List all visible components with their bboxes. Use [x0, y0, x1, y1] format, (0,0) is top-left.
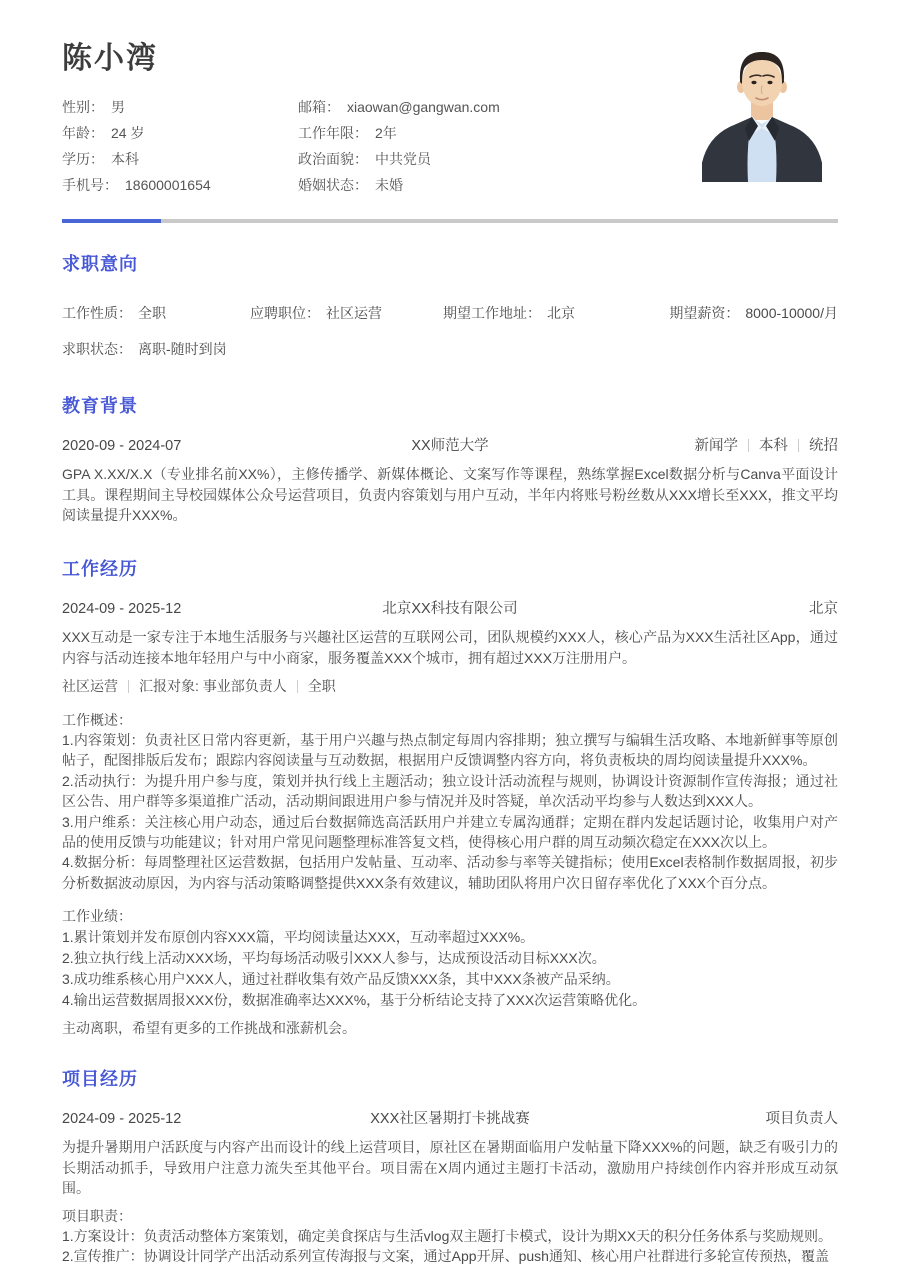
education-description: GPA X.XX/X.X（专业排名前XX%），主修传播学、新媒体概论、文案写作等课程，熟练掌握Excel数据分析与Canva平面设计工具。课程期间主导校园媒体公众号运营项目，负责内容策划与用户互动，半年内将账号粉丝数从XXX增长至XXX，推文平均阅读量提升XXX%。	[62, 466, 838, 523]
info-gender-value: 男	[111, 99, 125, 115]
info-age-value: 24 岁	[111, 125, 145, 141]
section-project-experience	[62, 1067, 838, 1267]
info-phone-label: 手机号：	[62, 177, 118, 193]
project-period: 2024-09 - 2025-12	[62, 1111, 182, 1128]
project-meta-row	[62, 1108, 838, 1130]
report-to: 汇报对象: 事业部负责人	[139, 677, 287, 694]
section-title-job-intent: 求职意向	[62, 254, 138, 274]
work-overview-item: 3.用户维系：关注核心用户动态，通过后台数据筛选高活跃用户并建立专属沟通群；定期在群内发起话题讨论，收集用户对产品的使用反馈与功能建议；针对用户常见问题整理标准答复文档，使得核心用户群的周互动频次稳定在XXX次以上。	[62, 813, 838, 850]
project-background: 为提升暑期用户活跃度与内容产出而设计的线上运营项目，原社区在暑期面临用户发帖量下降XXX%的问题，缺乏有吸引力的长期活动抓手，导致用户注意力流失至其他平台。项目需在X周内通过主题打卡活动，激励用户持续创作内容并形成互动氛围。	[62, 1139, 838, 1197]
profile-photo	[702, 48, 822, 182]
work-overview-block	[62, 710, 838, 894]
personal-info-left-column	[62, 94, 298, 198]
field-job-status-label: 求职状态：	[62, 341, 132, 357]
info-marital	[298, 172, 500, 198]
info-age	[62, 120, 298, 146]
info-years-value: 2年	[375, 125, 397, 141]
section-work-experience	[62, 557, 838, 1039]
section-title-project: 项目经历	[62, 1069, 138, 1090]
personal-info-right-column	[298, 94, 500, 198]
info-political	[298, 146, 500, 172]
section-education	[62, 394, 838, 526]
field-target-city-label: 期望工作地址：	[443, 305, 541, 321]
info-years-label: 工作年限：	[298, 125, 368, 141]
education-major: 新闻学	[694, 438, 738, 454]
work-overview-item: 4.数据分析：每周整理社区运营数据，包括用户发帖量、互动率、活动参与率等关键指标；使用Excel表格制作数据周报，初步分析数据波动原因，为内容与活动策略调整提供XXX条有效建议，辅助团队将用户次日留存率优化了XXX个百分点。	[62, 854, 838, 891]
resume-header	[62, 0, 838, 223]
info-marital-value: 未婚	[375, 177, 403, 193]
company-intro: XXX互动是一家专注于本地生活服务与兴趣社区运营的互联网公司，团队规模约XXX人，核心产品为XXX生活社区App，通过内容与活动连接本地年轻用户与中小商家，服务覆盖XXX个城市，拥有超过XXX万注册用户。	[62, 628, 838, 666]
field-expected-salary	[650, 302, 838, 324]
field-expected-salary-value: 8000-10000/月	[745, 305, 838, 321]
project-name: XXX社区暑期打卡挑战赛	[370, 1111, 530, 1128]
section-title-work: 工作经历	[62, 558, 138, 579]
work-achievement-label: 工作业绩：	[62, 908, 132, 925]
work-overview-label: 工作概述：	[62, 711, 132, 728]
info-degree-value: 本科	[111, 151, 139, 167]
info-marital-label: 婚姻状态：	[298, 177, 368, 193]
field-expected-salary-label: 期望薪资：	[669, 305, 740, 321]
project-duty-block	[62, 1206, 838, 1267]
work-achievement-item: 1.累计策划并发布原创内容XXX篇，平均阅读量达XXX，互动率超过XXX%。	[62, 929, 535, 946]
candidate-name: 陈小湾	[62, 42, 158, 75]
work-achievement-item: 2.独立执行线上活动XXX场，平均每场活动吸引XXX人参与，达成预设活动目标XXX次。	[62, 950, 606, 967]
tag-separator	[128, 680, 129, 693]
info-degree	[62, 146, 298, 172]
info-degree-label: 学历：	[62, 151, 104, 167]
education-tags	[608, 435, 838, 457]
info-gender-label: 性别：	[62, 99, 104, 115]
info-email	[298, 94, 500, 120]
education-enrollment-type: 统招	[809, 438, 838, 454]
work-achievement-block	[62, 906, 838, 1011]
work-period: 2024-09 - 2025-12	[62, 600, 182, 617]
position-title: 社区运营	[62, 677, 118, 694]
section-title-education: 教育背景	[62, 396, 138, 416]
field-job-type-label: 工作性质：	[62, 305, 132, 321]
field-target-position-value: 社区运营	[326, 305, 382, 321]
education-school: XX师范大学	[411, 438, 489, 454]
tag-separator	[748, 439, 749, 452]
work-achievement-item: 3.成功维系核心用户XXX人，通过社群收集有效产品反馈XXX条，其中XXX条被产品采纳。	[62, 971, 620, 988]
field-target-city-value: 北京	[547, 305, 575, 321]
project-duty-item: 1.方案设计：负责活动整体方案策划，确定美食探店与生活vlog双主题打卡模式，设计为期XX天的积分任务体系与奖励规则。	[62, 1228, 833, 1245]
tag-separator	[297, 680, 298, 693]
project-role: 项目负责人	[765, 1111, 838, 1128]
work-company: 北京XX科技有限公司	[382, 600, 518, 617]
job-intent-row-2	[62, 338, 838, 360]
work-overview-item: 1.内容策划：负责社区日常内容更新，基于用户兴趣与热点制定每周内容排期；独立撰写与编辑生活攻略、本地新鲜事等原创帖子，配图排版后发布；跟踪内容阅读量与互动数据，根据用户反馈调整内容方向，将负责板块的周均阅读量提升XXX%。	[62, 731, 838, 769]
info-political-label: 政治面貌：	[298, 151, 368, 167]
info-email-value: xiaowan@gangwan.com	[347, 99, 500, 115]
field-job-status-value: 离职-随时到岗	[138, 341, 227, 357]
education-degree: 本科	[759, 438, 788, 454]
work-achievement-item: 4.输出运营数据周报XXX份，数据准确率达XXX%，基于分析结论支持了XXX次运营策略优化。	[62, 992, 647, 1009]
work-location: 北京	[809, 600, 838, 617]
field-job-type	[62, 302, 250, 324]
leave-reason: 主动离职，希望有更多的工作挑战和涨薪机会。	[62, 1020, 356, 1037]
field-target-position-label: 应聘职位：	[250, 305, 320, 321]
info-email-label: 邮箱：	[298, 99, 340, 115]
info-gender	[62, 94, 298, 120]
project-duty-label: 项目职责：	[62, 1207, 132, 1224]
info-years	[298, 120, 500, 146]
tag-separator	[798, 439, 799, 452]
employment-type: 全职	[307, 677, 336, 694]
education-meta-row	[62, 435, 838, 457]
info-phone	[62, 172, 298, 198]
info-age-label: 年龄：	[62, 125, 104, 141]
info-phone-value: 18600001654	[125, 177, 211, 193]
section-job-intent	[62, 252, 838, 360]
field-job-status	[62, 338, 227, 360]
header-divider	[62, 219, 838, 223]
project-duty-item: 2.宣传推广：协调设计同学产出活动系列宣传海报与文案，通过App开屏、push通知、核心用户社群进行多轮宣传预热，覆盖	[62, 1248, 829, 1265]
field-job-type-value: 全职	[138, 305, 166, 321]
info-political-value: 中共党员	[375, 151, 431, 167]
field-target-city	[443, 302, 650, 324]
field-target-position	[250, 302, 443, 324]
job-intent-row-1	[62, 302, 838, 324]
work-overview-item: 2.活动执行：为提升用户参与度，策划并执行线上主题活动；独立设计活动流程与规则，协调设计资源制作宣传海报；通过社区公告、用户群等多渠道推广活动，活动期间跟进用户参与情况并及时答疑，单次活动平均参与人数达到XXX人。	[62, 772, 838, 810]
portrait-photo-icon	[702, 48, 822, 182]
education-period: 2020-09 - 2024-07	[62, 438, 182, 454]
position-tags-line	[62, 676, 838, 696]
header-divider-accent	[62, 219, 161, 223]
work-meta-row	[62, 598, 838, 620]
